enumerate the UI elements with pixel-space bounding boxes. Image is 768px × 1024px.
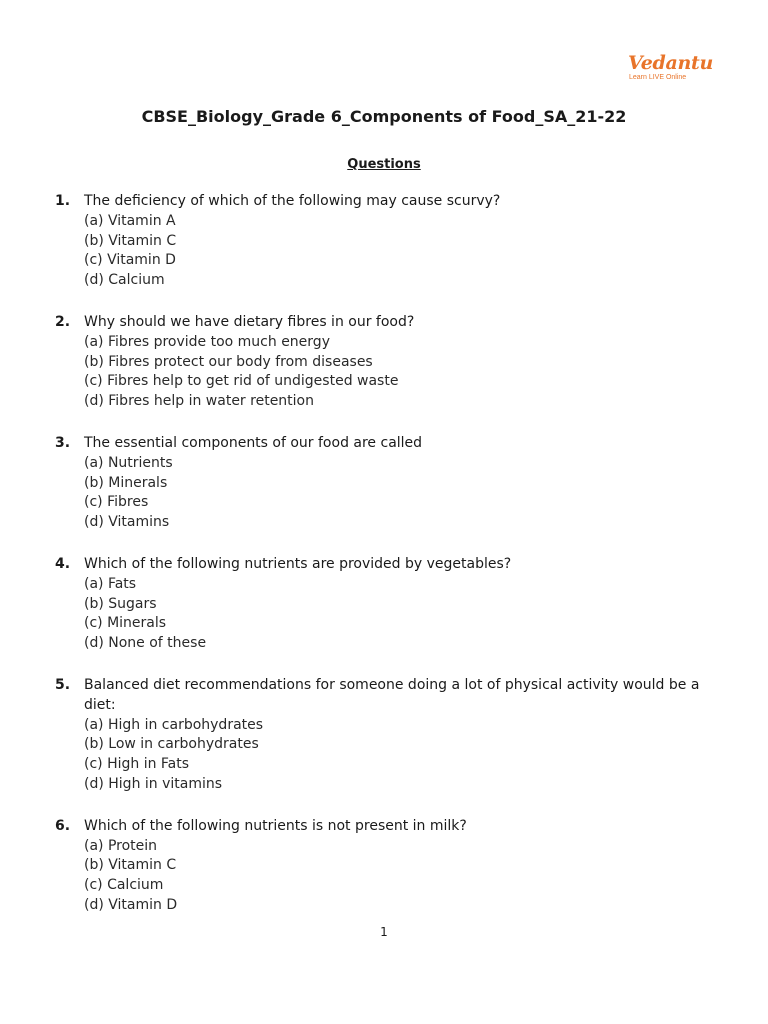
option-c: (c) Minerals (84, 615, 167, 632)
question-2 (0, 313, 768, 412)
vedantu-logo (628, 52, 712, 82)
question-number: 1. (55, 193, 71, 209)
question-1 (0, 192, 768, 291)
question-text: Which of the following nutrients is not present in milk? (84, 817, 467, 834)
page-number: 1 (380, 925, 388, 939)
question-list (0, 192, 768, 938)
option-a: (a) Vitamin A (84, 212, 176, 229)
question-text: Which of the following nutrients are provided by vegetables? (84, 555, 512, 572)
option-b: (b) Minerals (84, 474, 168, 491)
logo-brand-text: Vedantu (628, 52, 713, 74)
option-a: (a) High in carbohydrates (84, 716, 264, 733)
question-number: 5. (55, 676, 71, 693)
option-d: (d) None of these (84, 635, 207, 652)
question-text: Balanced diet recommendations for someone doing a lot of physical activity would be a diet: (84, 676, 700, 713)
question-5 (0, 676, 768, 795)
option-a: (a) Fats (84, 575, 137, 592)
question-4 (0, 555, 768, 654)
question-text: The essential components of our food are called (84, 434, 423, 451)
option-c: (c) Fibres help to get rid of undigested waste (84, 373, 399, 390)
option-c: (c) Vitamin D (84, 252, 176, 269)
option-b: (b) Fibres protect our body from diseases (84, 353, 373, 370)
question-number: 4. (55, 555, 71, 572)
option-a: (a) Protein (84, 837, 158, 854)
section-heading: Questions (347, 157, 421, 172)
option-b: (b) Sugars (84, 595, 157, 612)
option-a: (a) Fibres provide too much energy (84, 333, 330, 350)
question-number: 2. (55, 313, 71, 330)
option-c: (c) High in Fats (84, 756, 190, 773)
option-d: (d) Fibres help in water retention (84, 393, 314, 410)
option-d: (d) Vitamins (84, 514, 170, 531)
question-number: 6. (55, 817, 71, 834)
question-3 (0, 434, 768, 533)
question-number: 3. (55, 434, 71, 451)
option-a: (a) Nutrients (84, 454, 173, 471)
question-text: Why should we have dietary fibres in our food? (84, 313, 415, 330)
question-6 (0, 817, 768, 916)
option-b: (b) Vitamin C (84, 857, 177, 874)
option-b: (b) Vitamin C (84, 232, 177, 249)
question-text: The deficiency of which of the following may cause scurvy? (84, 193, 501, 209)
option-d: (d) High in vitamins (84, 775, 223, 792)
option-c: (c) Fibres (84, 494, 149, 511)
option-c: (c) Calcium (84, 877, 164, 894)
option-b: (b) Low in carbohydrates (84, 736, 259, 753)
document-title: CBSE_Biology_Grade 6_Components of Food_SA_21-22 (141, 107, 627, 126)
option-d: (d) Vitamin D (84, 896, 178, 913)
logo-tagline: Learn LIVE Online (629, 74, 687, 81)
option-d: (d) Calcium (84, 272, 165, 289)
